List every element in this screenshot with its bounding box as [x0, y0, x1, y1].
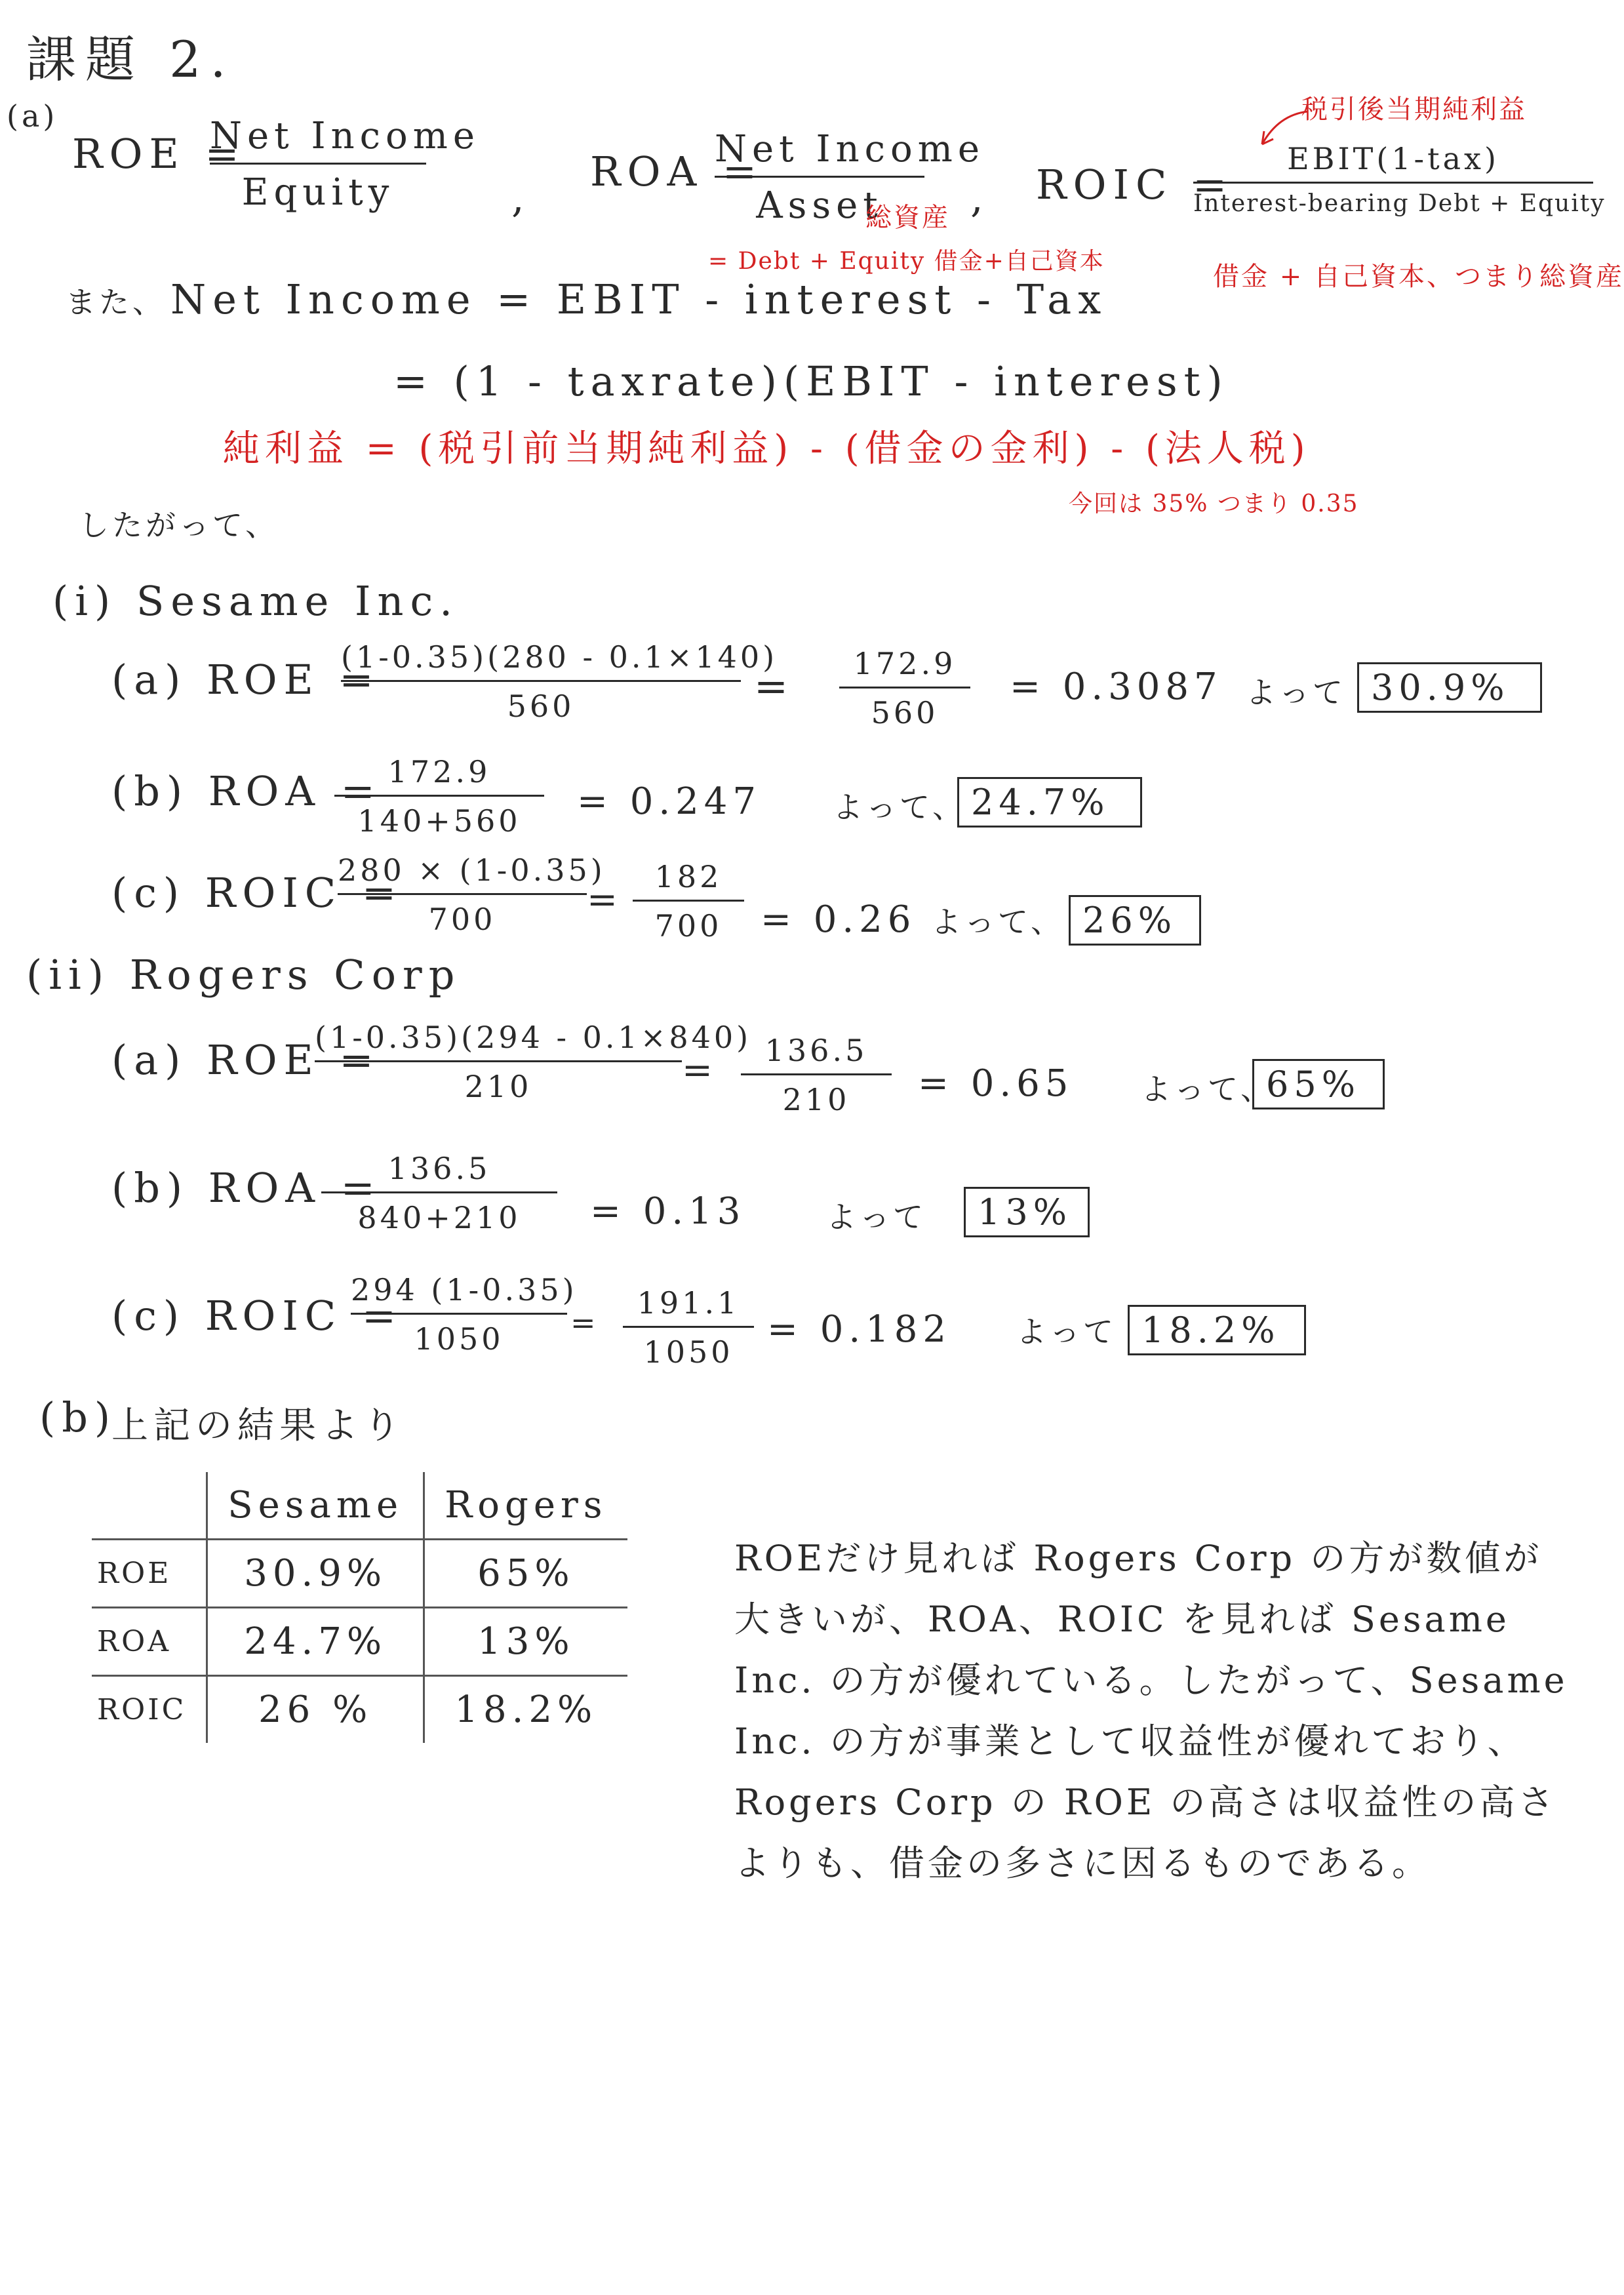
sesame-roic-yotte: よって、 — [931, 904, 1065, 940]
sesame-roa-answer-box: 24.7% — [957, 777, 1142, 828]
sesame-roe-result: = 0.3087 — [1010, 666, 1223, 708]
equals-sign: = — [570, 1305, 599, 1340]
fraction-bar — [623, 1326, 754, 1328]
sesame-roe-label: (a) ROE = — [111, 656, 380, 704]
table-cell: 18.2% — [424, 1676, 627, 1744]
rogers-roe-numerator: (1-0.35)(294 - 0.1×840) — [315, 1020, 752, 1055]
net-income-equation-2: = (1 - taxrate)(EBIT - interest) — [393, 357, 1229, 405]
comma-separator: , — [970, 174, 990, 222]
table-cell: 13% — [424, 1608, 627, 1676]
sesame-roe-fraction — [341, 639, 778, 724]
rogers-roe-fraction — [315, 1020, 752, 1104]
roe-def-numerator: Net Income — [210, 115, 480, 157]
therefore-label: したがって、 — [79, 508, 279, 543]
roic-numerator-note: 税引後当期純利益 — [1301, 94, 1527, 125]
table-header-sesame: Sesame — [207, 1472, 424, 1540]
roic-def-fraction — [1193, 141, 1606, 217]
roa-def-numerator: Net Income — [715, 128, 985, 170]
rogers-heading: (ii) Rogers Corp — [26, 951, 462, 999]
roa-asset-note: 総資産 — [865, 203, 950, 233]
rogers-roic-denominator: 1050 — [414, 1321, 504, 1357]
sesame-roe-simplified-numerator: 172.9 — [853, 646, 957, 681]
rogers-roa-label: (b) ROA = — [111, 1164, 382, 1212]
fraction-bar — [321, 1191, 557, 1193]
sesame-roa-label: (b) ROA = — [111, 767, 382, 815]
fraction-bar — [334, 795, 544, 797]
rogers-roic-answer-box: 18.2% — [1128, 1305, 1306, 1355]
also-label: また、 — [66, 285, 166, 320]
rogers-roa-yotte: よって — [826, 1199, 926, 1235]
tax-rate-note: 今回は 35% つまり 0.35 — [1069, 490, 1359, 517]
sesame-roa-result: = 0.247 — [577, 780, 762, 823]
table-row — [92, 1676, 627, 1744]
sesame-roic-fraction — [338, 852, 606, 937]
sesame-roe-simplified — [839, 646, 970, 730]
fraction-bar — [839, 687, 970, 688]
sesame-roic-label: (c) ROIC = — [111, 869, 403, 917]
fraction-bar — [633, 900, 744, 902]
rogers-roa-answer-box: 13% — [964, 1187, 1090, 1237]
roe-def-fraction — [210, 115, 480, 214]
rogers-roa-numerator: 136.5 — [387, 1151, 491, 1186]
rogers-roic-label: (c) ROIC = — [111, 1292, 403, 1340]
roic-def-numerator: EBIT(1-tax) — [1287, 141, 1499, 176]
table-cell: 26 % — [207, 1676, 424, 1744]
sesame-roa-denominator: 140+560 — [357, 803, 521, 839]
rogers-roa-result: = 0.13 — [590, 1190, 746, 1233]
table-header-row — [92, 1472, 627, 1540]
rogers-roe-simplified-denominator: 210 — [782, 1082, 850, 1117]
table-row — [92, 1540, 627, 1608]
sesame-roic-numerator: 280 × (1-0.35) — [338, 852, 606, 888]
equals-sign: = — [587, 879, 623, 921]
equals-sign: = — [682, 1049, 718, 1092]
part-a-label: (a) — [7, 98, 58, 134]
sesame-roic-denominator: 700 — [428, 902, 496, 937]
rogers-roe-result: = 0.65 — [918, 1062, 1074, 1105]
fraction-bar — [351, 1313, 567, 1315]
sesame-roe-yotte: よって — [1246, 675, 1346, 710]
comparison-table — [92, 1472, 627, 1743]
net-income-breakdown-note: 純利益 = (税引前当期純利益) - (借金の金利) - (法人税) — [223, 428, 1311, 470]
fraction-bar — [341, 680, 741, 682]
table-cell: 24.7% — [207, 1608, 424, 1676]
part-b-label: (b) — [39, 1393, 117, 1441]
conclusion-paragraph: ROEだけ見れば Rogers Corp の方が数値が大きいが、ROA、ROIC を見れば Sesame Inc. の方が優れている。したがって、Sesame Inc. の方が事業として収益性が優れており、Rogers Corp の ROE の高さは収益性の高さよりも、借金の多さに因るものである。 — [734, 1538, 1568, 1884]
roic-denominator-note: 借金 + 自己資本、つまり総資産 — [1213, 262, 1624, 292]
table-row — [92, 1608, 627, 1676]
sesame-roic-simplified-denominator: 700 — [654, 908, 723, 944]
table-header-rogers: Rogers — [424, 1472, 627, 1540]
roa-def-denominator: Asset — [756, 184, 883, 227]
rogers-roe-simplified — [741, 1033, 892, 1117]
rogers-roa-fraction — [321, 1151, 557, 1235]
table-header-corner — [92, 1472, 207, 1540]
sesame-roic-simplified-numerator: 182 — [654, 859, 723, 894]
rogers-roic-simplified-numerator: 191.1 — [637, 1285, 740, 1321]
rogers-roic-yotte: よって — [1016, 1314, 1117, 1349]
fraction-bar — [210, 163, 426, 165]
sesame-roic-result: = 0.26 — [761, 898, 917, 941]
fraction-bar — [338, 893, 587, 895]
fraction-bar — [1193, 182, 1593, 184]
sesame-roic-answer-box: 26% — [1069, 895, 1201, 946]
roa-def-label: ROA = — [590, 148, 763, 195]
table-row-label: ROIC — [92, 1676, 207, 1744]
sesame-roa-numerator: 172.9 — [387, 754, 491, 789]
rogers-roe-yotte: よって、 — [1141, 1071, 1275, 1107]
fraction-bar — [315, 1060, 682, 1062]
roe-def-denominator: Equity — [241, 171, 395, 214]
rogers-roic-result: = 0.182 — [767, 1308, 952, 1351]
table-cell: 30.9% — [207, 1540, 424, 1608]
sesame-roe-answer-box: 30.9% — [1357, 662, 1542, 713]
rogers-roe-answer-box: 65% — [1252, 1059, 1385, 1109]
sesame-roa-fraction — [334, 754, 544, 839]
rogers-roic-numerator: 294 (1-0.35) — [351, 1272, 578, 1307]
roa-asset-breakdown-note: = Debt + Equity 借金+自己資本 — [708, 248, 1105, 275]
table-row-label: ROA — [92, 1608, 207, 1676]
sesame-roe-numerator: (1-0.35)(280 - 0.1×140) — [341, 639, 778, 675]
rogers-roa-denominator: 840+210 — [357, 1200, 521, 1235]
page-title: 課題 2. — [26, 30, 235, 89]
sesame-roe-simplified-denominator: 560 — [871, 695, 939, 730]
rogers-roe-label: (a) ROE = — [111, 1036, 380, 1084]
sesame-roic-simplified — [633, 859, 744, 944]
rogers-roic-simplified-denominator: 1050 — [643, 1334, 734, 1370]
fraction-bar — [741, 1073, 892, 1075]
comma-separator: , — [511, 174, 531, 222]
table-row-label: ROE — [92, 1540, 207, 1608]
equals-sign: = — [754, 662, 795, 710]
fraction-bar — [715, 176, 924, 178]
sesame-heading: (i) Sesame Inc. — [52, 577, 459, 625]
roic-def-label: ROIC = — [1036, 161, 1234, 209]
part-b-heading: 上記の結果より — [111, 1405, 405, 1447]
sesame-roa-yotte: よって、 — [833, 789, 966, 825]
table-cell: 65% — [424, 1540, 627, 1608]
roic-def-denominator: Interest-bearing Debt + Equity — [1193, 190, 1606, 217]
rogers-roe-denominator: 210 — [464, 1069, 532, 1104]
roe-def-label: ROE = — [72, 130, 246, 178]
rogers-roe-simplified-numerator: 136.5 — [764, 1033, 868, 1068]
rogers-roic-simplified — [623, 1285, 754, 1370]
net-income-equation-1: Net Income = EBIT - interest - Tax — [170, 275, 1108, 323]
sesame-roe-denominator: 560 — [507, 688, 575, 724]
rogers-roic-fraction — [351, 1272, 578, 1357]
